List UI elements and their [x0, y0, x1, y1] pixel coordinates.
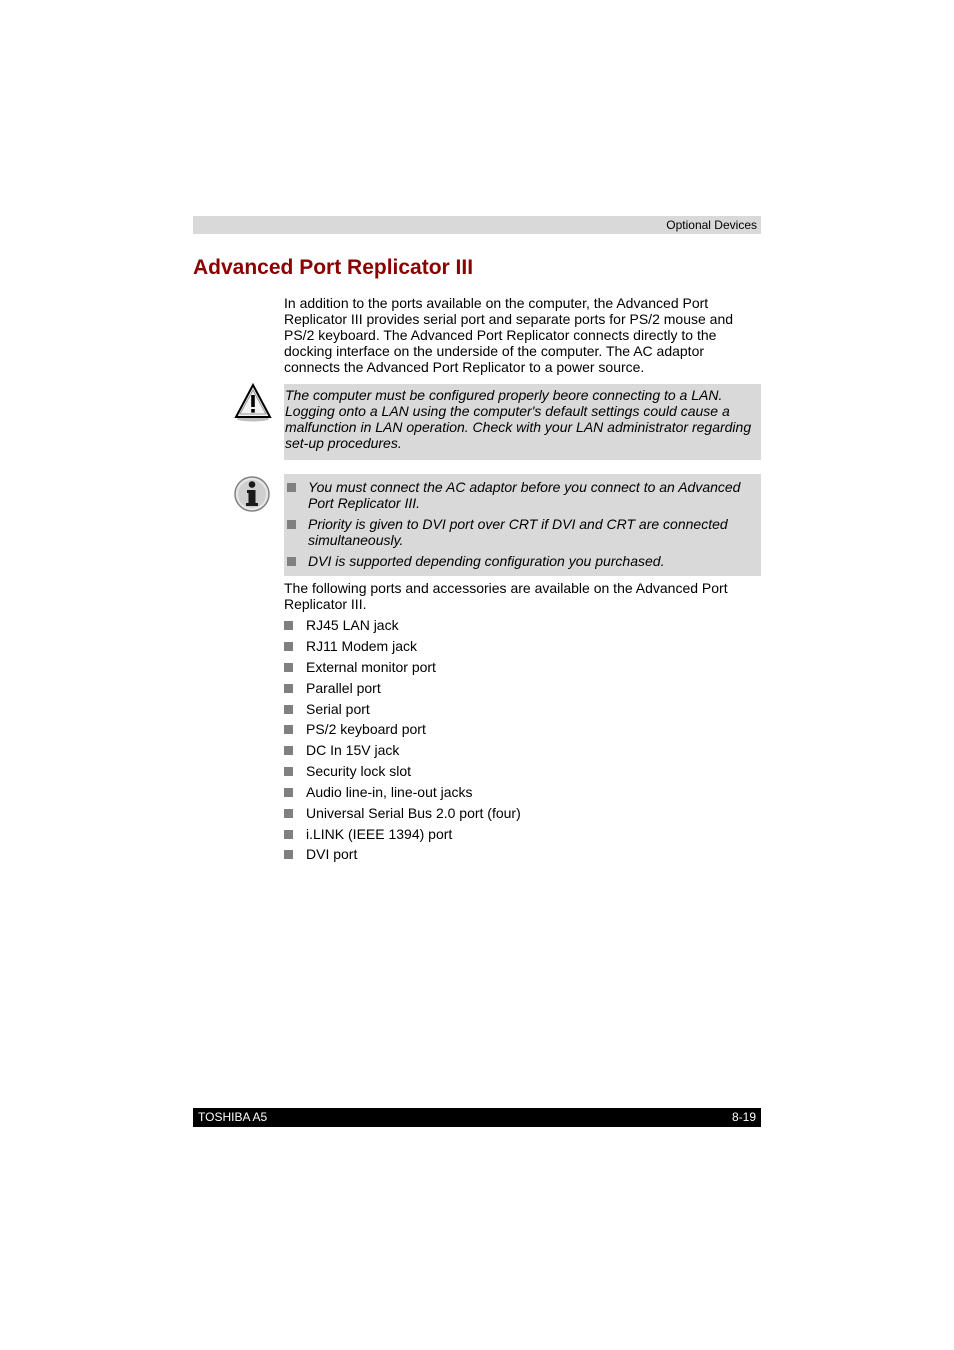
- running-header: [193, 216, 761, 234]
- list-item: [284, 784, 760, 802]
- bullet-square-icon: [284, 850, 293, 859]
- intro-paragraph: In addition to the ports available on the computer, the Advanced Port Replicator III provides serial port and separate ports for PS/2 mouse and PS/2 keyboard. The Advanced Port Replicator connects directly to the docking interface on the underside of the computer. The AC adaptor connects the Advanced Port Replicator to a power source.: [284, 295, 734, 375]
- bullet-square-icon: [287, 557, 296, 566]
- ports-intro-paragraph: The following ports and accessories are available on the Advanced Port Replicator III.: [284, 580, 728, 612]
- note-text: You must connect the AC adaptor before you connect to an Advanced Port Replicator III.: [308, 479, 741, 511]
- bullet-square-icon: [284, 684, 293, 693]
- list-item-text: External monitor port: [306, 659, 436, 675]
- warning-line: The computer must be configured properly beore connecting to a LAN.: [285, 387, 723, 403]
- list-item-text: RJ11 Modem jack: [306, 638, 418, 654]
- list-item: [284, 826, 760, 844]
- bullet-square-icon: [284, 621, 293, 630]
- list-item-text: Parallel port: [306, 680, 381, 696]
- list-item: [284, 805, 760, 823]
- list-item-text: Universal Serial Bus 2.0 port (four): [306, 805, 521, 821]
- list-item: [284, 701, 760, 719]
- warning-triangle-icon: [234, 382, 272, 422]
- list-item: [284, 638, 760, 656]
- note-text: Priority is given to DVI port over CRT if DVI and CRT are connected simultaneously.: [308, 516, 728, 548]
- list-item: [284, 617, 760, 635]
- bullet-square-icon: [284, 705, 293, 714]
- warning-line: malfunction in LAN operation. Check with your LAN administrator regarding: [285, 419, 752, 435]
- page-title: Advanced Port Replicator III: [193, 256, 474, 279]
- list-item-text: Audio line-in, line-out jacks: [306, 784, 473, 800]
- list-item-text: PS/2 keyboard port: [306, 721, 426, 737]
- bullet-square-icon: [284, 809, 293, 818]
- running-footer: [193, 1108, 761, 1127]
- list-item-text: i.LINK (IEEE 1394) port: [306, 826, 453, 842]
- warning-line: set-up procedures.: [285, 435, 402, 451]
- page-number: 8-19: [731, 1110, 756, 1124]
- list-item-text: Serial port: [306, 701, 370, 717]
- list-item: [284, 742, 760, 760]
- bullet-square-icon: [284, 830, 293, 839]
- bullet-square-icon: [284, 788, 293, 797]
- list-item: [284, 763, 760, 781]
- list-item-text: RJ45 LAN jack: [306, 617, 399, 633]
- bullet-square-icon: [287, 483, 296, 492]
- note-callout: [284, 474, 761, 576]
- bullet-square-icon: [284, 725, 293, 734]
- warning-callout: [284, 384, 761, 460]
- list-item-text: Security lock slot: [306, 763, 412, 779]
- bullet-square-icon: [284, 642, 293, 651]
- bullet-square-icon: [284, 767, 293, 776]
- list-item-text: DC In 15V jack: [306, 742, 400, 758]
- bullet-square-icon: [287, 520, 296, 529]
- list-item: [284, 680, 760, 698]
- info-icon: [233, 474, 271, 514]
- note-text: DVI is supported depending configuration you purchased.: [308, 553, 665, 569]
- bullet-square-icon: [284, 746, 293, 755]
- list-item: [284, 846, 760, 864]
- list-item: [284, 659, 760, 677]
- warning-line: Logging onto a LAN using the computer's default settings could cause a: [285, 403, 730, 419]
- list-item: [284, 721, 760, 739]
- product-name: TOSHIBA A5: [198, 1110, 268, 1124]
- bullet-square-icon: [284, 663, 293, 672]
- section-name: Optional Devices: [666, 218, 757, 232]
- list-item-text: DVI port: [306, 846, 358, 862]
